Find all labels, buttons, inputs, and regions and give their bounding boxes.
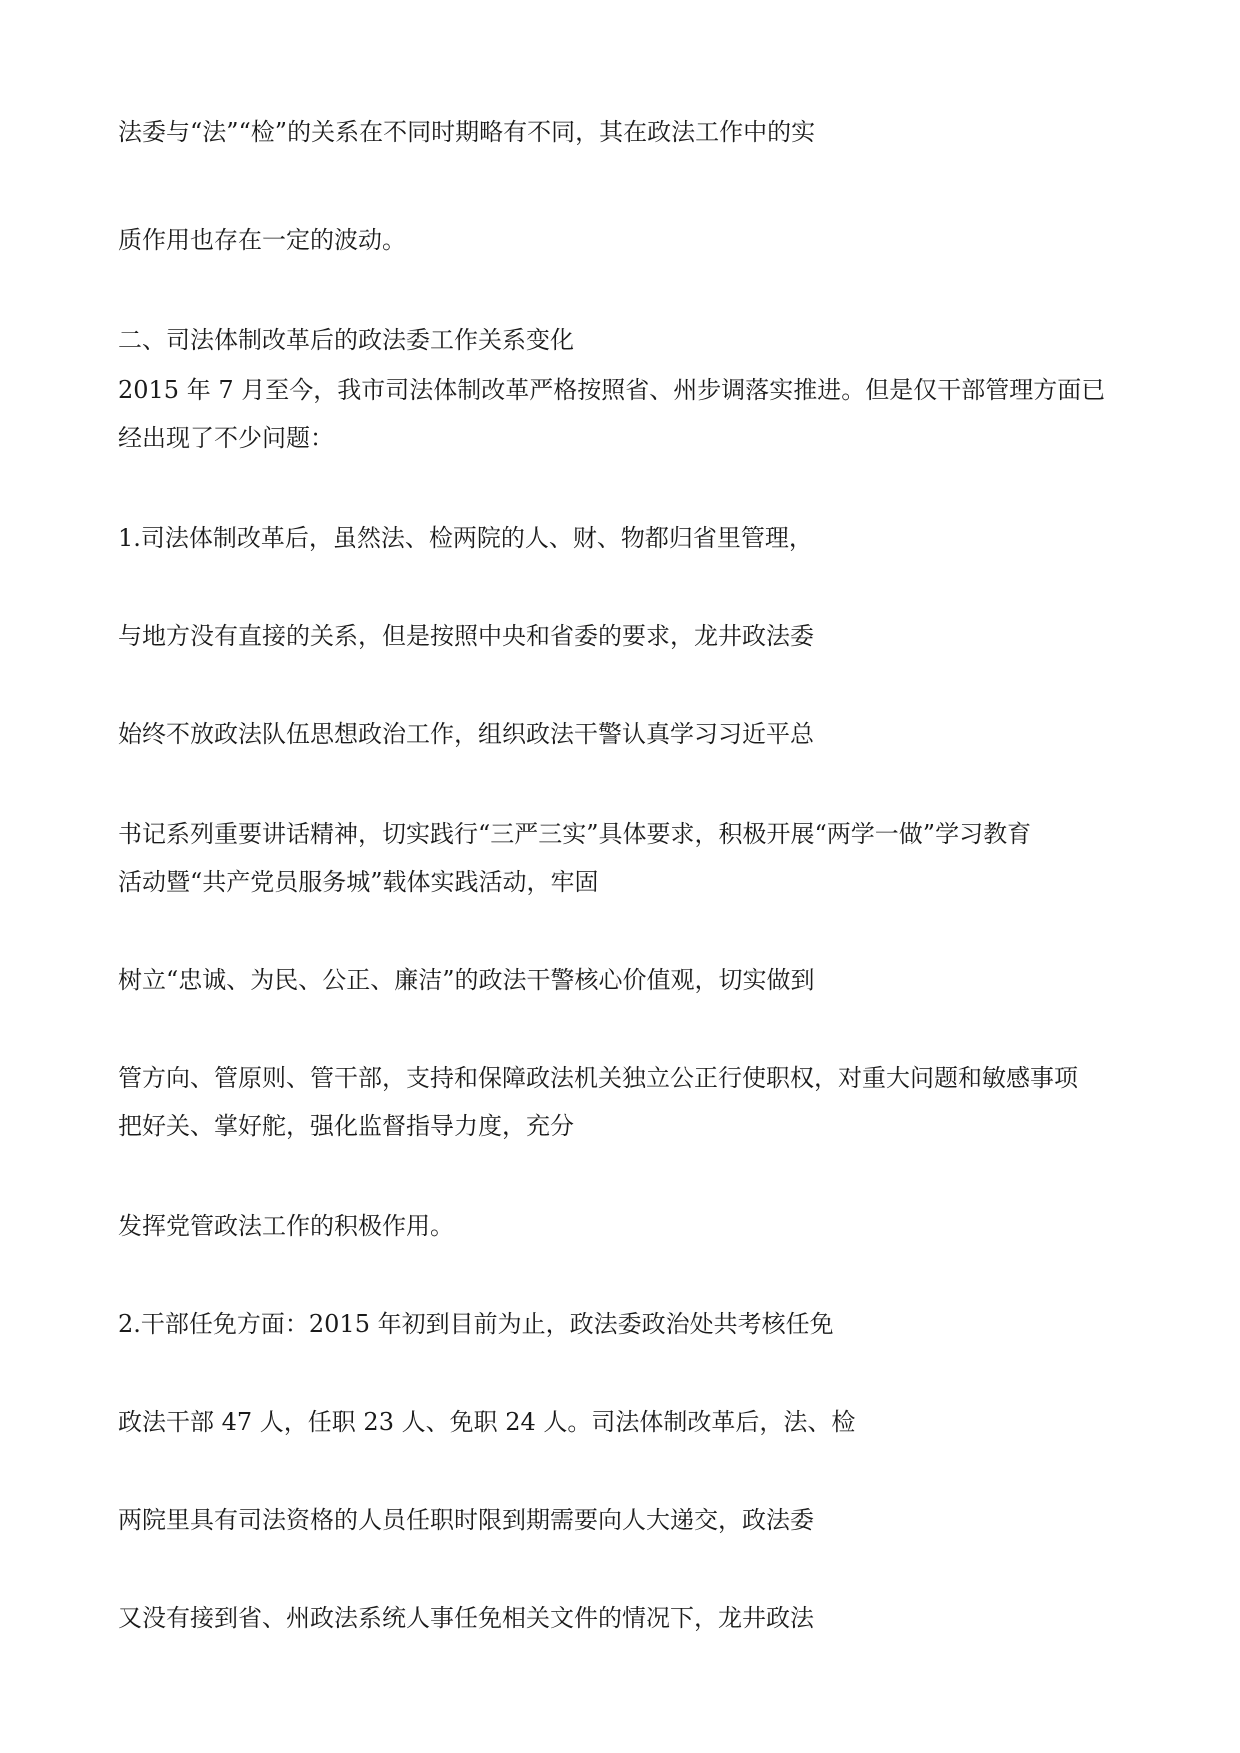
text-line: 管方向、管原则、管干部，支持和保障政法机关独立公正行使职权，对重大问题和敏感事项: [118, 1064, 1078, 1092]
text-line: 与地方没有直接的关系，但是按照中央和省委的要求，龙井政法委: [118, 622, 814, 650]
text-line: 树立“忠诚、为民、公正、廉洁”的政法干警核心价值观，切实做到: [118, 966, 815, 994]
text-line: 把好关、掌好舵，强化监督指导力度，充分: [118, 1112, 574, 1140]
text-line: 活动暨“共产党员服务城”载体实践活动，牢固: [118, 868, 599, 896]
text-line: 始终不放政法队伍思想政治工作，组织政法干警认真学习习近平总: [118, 720, 814, 748]
text-line: 书记系列重要讲话精神，切实践行“三严三实”具体要求，积极开展“两学一做”学习教育: [118, 820, 1032, 848]
text-line: 政法干部 47 人，任职 23 人、免职 24 人。司法体制改革后，法、检: [118, 1408, 856, 1436]
text-line: 发挥党管政法工作的积极作用。: [118, 1212, 454, 1240]
text-line: 2.干部任免方面：2015 年初到目前为止，政法委政治处共考核任免: [118, 1310, 834, 1338]
text-line: 又没有接到省、州政法系统人事任免相关文件的情况下，龙井政法: [118, 1604, 814, 1632]
text-line: 两院里具有司法资格的人员任职时限到期需要向人大递交，政法委: [118, 1506, 814, 1534]
text-line: 法委与“法”“检”的关系在不同时期略有不同，其在政法工作中的实: [118, 118, 816, 146]
text-line: 2015 年 7 月至今，我市司法体制改革严格按照省、州步调落实推进。但是仅干部管理方面已: [118, 376, 1106, 404]
text-line: 1.司法体制改革后，虽然法、检两院的人、财、物都归省里管理，: [118, 524, 813, 552]
section-heading: 二、司法体制改革后的政法委工作关系变化: [118, 326, 574, 354]
text-line: 质作用也存在一定的波动。: [118, 226, 406, 254]
text-line: 经出现了不少问题：: [118, 424, 334, 452]
